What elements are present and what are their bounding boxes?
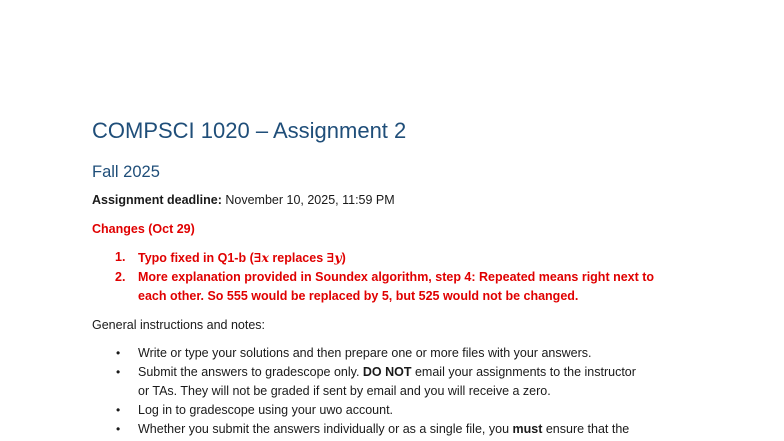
changes-heading: Changes (Oct 29) (92, 222, 195, 236)
change-item (92, 248, 712, 268)
change-number: 1. (115, 250, 126, 264)
change-text: ) (341, 251, 346, 265)
instruction-text: ensure that the (542, 422, 630, 436)
bullet-icon: • (116, 365, 121, 379)
bullet-icon: • (116, 422, 121, 436)
instruction-text: email your assignments to the instructor (411, 365, 636, 379)
term-subtitle: Fall 2025 (92, 163, 160, 181)
change-text: replaces (268, 251, 327, 265)
instruction-emphasis: DO NOT (362, 365, 412, 379)
page-title: COMPSCI 1020 – Assignment 2 (92, 118, 407, 143)
changes-list (92, 248, 712, 306)
bullet-icon: • (116, 346, 121, 360)
instruction-text-line2: or TAs. They will not be graded if sent by email and you will receive a zero. (138, 384, 551, 398)
change-number: 2. (115, 270, 126, 284)
instruction-text: Whether you submit the answers individually or as a single file, you (138, 422, 513, 436)
general-instructions-heading: General instructions and notes: (92, 318, 266, 332)
instruction-text: Submit the answers to gradescope only. (138, 365, 363, 379)
instruction-item (92, 344, 712, 363)
math-old-symbol: ∃y (326, 250, 342, 265)
deadline-line (92, 191, 395, 209)
instruction-item (92, 401, 712, 420)
change-text-line2: each other. So 555 would be replaced by 5, but 525 would not be changed. (138, 289, 579, 303)
change-text: Typo fixed in Q1-b ( (138, 251, 254, 265)
change-item (92, 268, 712, 306)
deadline-value: November 10, 2025, 11:59 PM (225, 193, 395, 207)
instruction-emphasis: must (512, 422, 543, 436)
math-new-symbol: ∃x (253, 250, 269, 265)
instruction-item (92, 363, 712, 401)
instruction-text: Write or type your solutions and then prepare one or more files with your answers. (138, 346, 592, 360)
change-text-line1: More explanation provided in Soundex algorithm, step 4: Repeated means right next to (138, 270, 655, 284)
bullet-icon: • (116, 403, 121, 417)
instructions-list (92, 344, 712, 439)
instruction-text: Log in to gradescope using your uwo account. (138, 403, 394, 417)
instruction-item (92, 420, 712, 439)
deadline-label: Assignment deadline: (92, 193, 222, 207)
